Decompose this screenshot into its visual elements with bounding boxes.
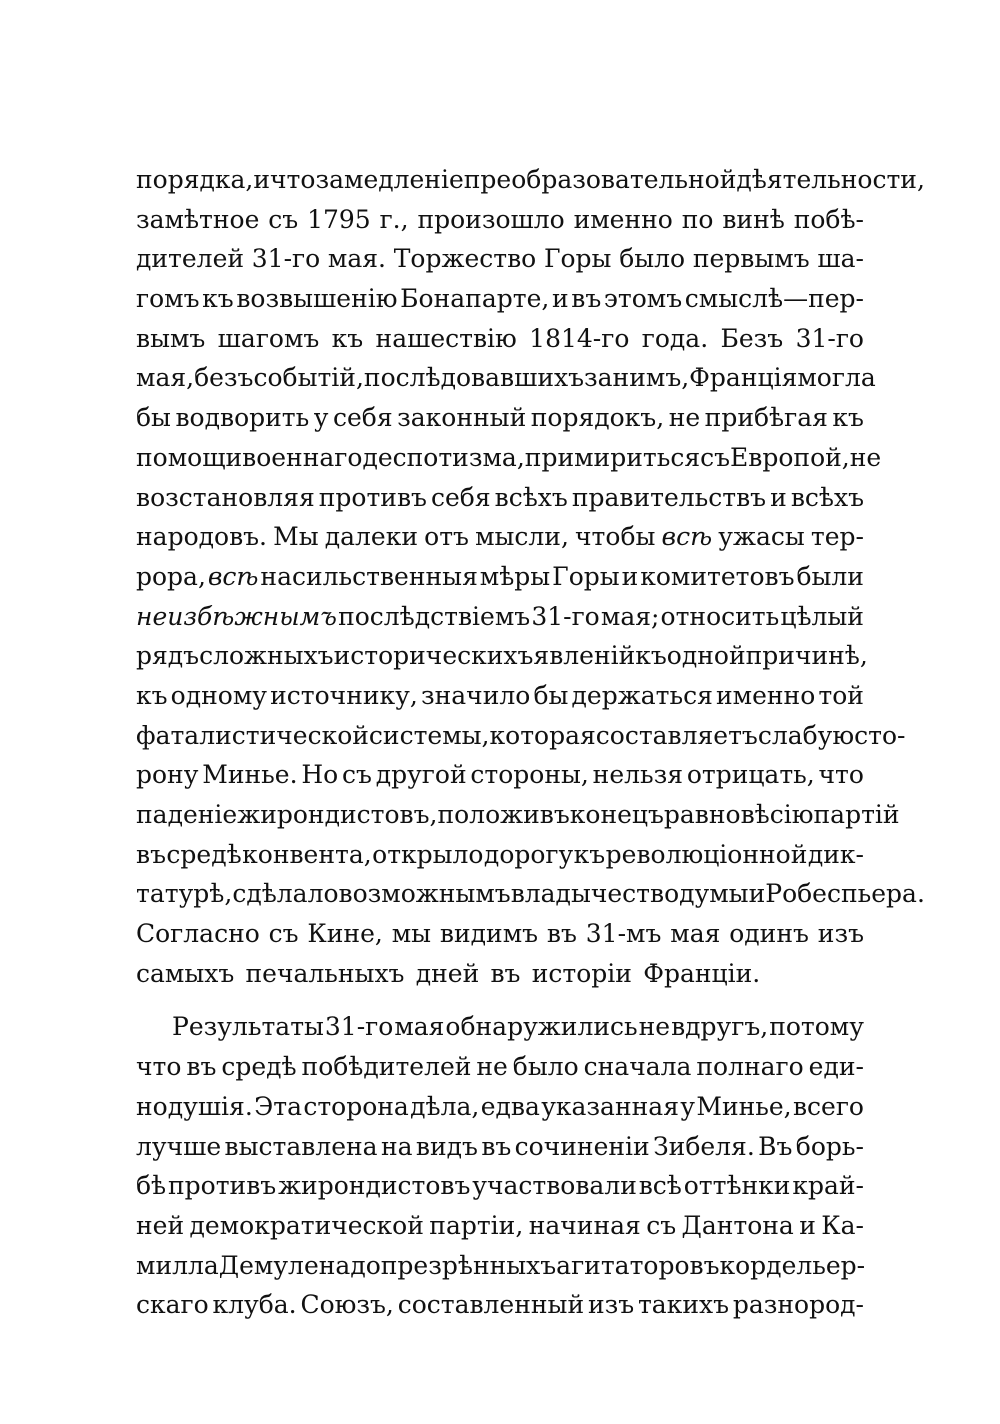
word: не xyxy=(849,442,882,472)
word: указанная xyxy=(541,1091,679,1121)
word: нодушія. xyxy=(136,1091,253,1121)
word: причинѣ, xyxy=(745,641,868,671)
word: Робеспьера. xyxy=(765,879,925,909)
word: къ xyxy=(202,284,234,314)
word: къ xyxy=(331,323,364,353)
word: къ xyxy=(832,403,864,433)
text-line xyxy=(136,716,906,756)
word: ша- xyxy=(817,244,864,274)
word: презрѣнныхъ xyxy=(380,1250,557,1280)
word: партіи, xyxy=(429,1210,524,1240)
word: въ xyxy=(136,839,166,869)
word: тер- xyxy=(810,522,864,552)
word: составленный xyxy=(397,1290,585,1320)
word: шагомъ xyxy=(217,323,320,353)
word: съ xyxy=(341,760,372,790)
word: Въ xyxy=(758,1131,793,1161)
word: прибѣгая xyxy=(704,403,828,433)
word: всѣ xyxy=(661,522,713,552)
text-line xyxy=(136,954,864,994)
word: видимъ xyxy=(439,919,539,949)
word: всѣхъ xyxy=(790,482,864,512)
word: дней xyxy=(415,958,480,988)
word: источнику, xyxy=(270,680,418,710)
word: жирондистовъ, xyxy=(237,800,438,829)
word: 31-го xyxy=(251,244,321,274)
text-line xyxy=(136,200,864,240)
text-line xyxy=(136,160,925,200)
word: сдѣлало xyxy=(232,879,339,909)
word: печальныхъ xyxy=(245,958,405,988)
word: разнород- xyxy=(732,1290,864,1320)
word: самыхъ xyxy=(136,958,235,988)
word: нельзя xyxy=(592,760,684,790)
word: 31-мъ xyxy=(585,919,662,949)
text-line xyxy=(136,1206,864,1246)
word: Европой, xyxy=(730,442,850,472)
word: цѣлый xyxy=(780,601,864,631)
word: рора, xyxy=(136,561,206,591)
text-line xyxy=(136,874,925,914)
word: Дантона xyxy=(681,1210,794,1240)
word: мая xyxy=(394,1012,445,1042)
word: съ xyxy=(268,919,299,949)
word: участвовали xyxy=(472,1171,637,1201)
word: вдругъ, xyxy=(671,1012,769,1042)
word: всѣ xyxy=(207,561,259,591)
word: отъ xyxy=(424,522,469,552)
word: послѣдствіемъ xyxy=(338,601,531,631)
word: именно xyxy=(715,680,816,710)
word: Эта xyxy=(254,1091,302,1121)
word: водворить xyxy=(175,403,310,433)
word: нимъ, xyxy=(612,363,690,393)
word: одной xyxy=(666,641,746,671)
word: противъ xyxy=(318,482,427,512)
word: и xyxy=(551,284,569,314)
word: системы, xyxy=(368,720,490,750)
text-line xyxy=(136,755,864,795)
word: гомъ xyxy=(136,284,200,314)
word: возвышенію xyxy=(236,284,398,314)
word: и xyxy=(621,561,639,591)
word: къ xyxy=(136,680,168,710)
word: что xyxy=(818,760,864,790)
word: что xyxy=(270,165,316,194)
word: Мы xyxy=(273,522,319,552)
word: средѣ xyxy=(166,839,242,869)
word: дорогу xyxy=(483,839,574,869)
word: законный xyxy=(397,403,527,433)
word: которая xyxy=(489,720,596,750)
word: и xyxy=(748,879,766,909)
word: было xyxy=(619,244,686,274)
word: татурѣ, xyxy=(136,879,233,909)
word: что xyxy=(136,1052,182,1082)
word: составляетъ xyxy=(595,720,758,750)
word: рядъ xyxy=(136,641,200,671)
word: правительствъ xyxy=(571,482,767,512)
word: возстановляя xyxy=(136,482,315,512)
word: деспотизма, xyxy=(362,442,525,472)
word: сложныхъ xyxy=(199,641,334,671)
word: мы xyxy=(391,919,432,949)
word: сто- xyxy=(854,720,906,750)
word: первымъ xyxy=(692,244,810,274)
word: агитаторовъ xyxy=(556,1250,720,1280)
word: къ xyxy=(635,641,667,671)
word: оттѣнки xyxy=(683,1171,791,1201)
word: Франція xyxy=(689,363,798,393)
word: положивъ xyxy=(437,800,570,829)
word: Горы xyxy=(552,561,620,591)
word: за xyxy=(584,363,613,393)
word: начиная xyxy=(528,1210,641,1240)
word: рону xyxy=(136,760,199,790)
word: явленій xyxy=(533,641,636,671)
word: у xyxy=(313,403,329,433)
word: демократической xyxy=(189,1210,424,1240)
word: съ xyxy=(646,1210,677,1240)
word: по xyxy=(681,204,714,234)
word: клуба. xyxy=(212,1290,297,1320)
word: край- xyxy=(792,1171,864,1201)
word: у xyxy=(680,1091,696,1121)
word: историческихъ xyxy=(333,641,534,671)
word: смыслѣ—пер- xyxy=(684,284,864,314)
word: себя xyxy=(332,403,393,433)
word: такихъ xyxy=(637,1290,729,1320)
word: насильственныя xyxy=(260,561,478,591)
word: и xyxy=(770,482,787,512)
word: Кине, xyxy=(307,919,383,949)
word: не xyxy=(476,1052,508,1082)
word: 31-го xyxy=(324,1012,394,1042)
word: мая. xyxy=(327,244,386,274)
word: Зибеля. xyxy=(653,1131,755,1161)
word: конвента, xyxy=(242,839,372,869)
word: мая xyxy=(670,919,721,949)
word: Согласно xyxy=(136,919,260,949)
word: паденіе xyxy=(136,800,238,829)
text-line xyxy=(136,478,864,518)
word: одинъ xyxy=(729,919,809,949)
word: милла xyxy=(136,1250,219,1280)
word: замедленіе xyxy=(315,165,464,194)
word: обнаружились xyxy=(445,1012,638,1042)
word: комитетовъ xyxy=(640,561,795,591)
word: Ка- xyxy=(821,1210,864,1240)
text-line xyxy=(136,1166,864,1206)
text-line xyxy=(136,239,864,279)
word: слабую xyxy=(757,720,855,750)
word: дѣла, xyxy=(410,1091,480,1121)
word: мая; xyxy=(600,601,660,631)
word: возможнымъ xyxy=(338,879,511,909)
word: ней xyxy=(136,1210,185,1240)
word: въ xyxy=(546,919,577,949)
word: вымъ xyxy=(136,323,206,353)
word: полнаго xyxy=(696,1052,804,1082)
word: были xyxy=(796,561,864,591)
word: исторіи xyxy=(531,958,632,988)
word: чтобы xyxy=(575,522,656,552)
word: видъ xyxy=(415,1131,478,1161)
word: потому xyxy=(769,1012,864,1042)
word: 1795 xyxy=(307,204,371,234)
word: примириться xyxy=(524,442,701,472)
text-line xyxy=(136,1285,864,1325)
word: отрицать, xyxy=(686,760,815,790)
word: 31-го xyxy=(531,601,600,631)
word: держаться xyxy=(571,680,713,710)
word: революціонной xyxy=(605,839,808,869)
text-line xyxy=(136,795,900,835)
word: въ xyxy=(186,1052,217,1082)
word: побѣ- xyxy=(793,204,864,234)
word: сначала xyxy=(583,1052,692,1082)
word: другой xyxy=(375,760,467,790)
word: дѣятельности, xyxy=(736,165,925,194)
word: дик- xyxy=(807,839,864,869)
word: и xyxy=(799,1210,816,1240)
word: 1814-го xyxy=(529,323,630,353)
word: всѣхъ xyxy=(494,482,568,512)
word: послѣдовавшихъ xyxy=(363,363,584,393)
word: ужасы xyxy=(718,522,805,552)
word: стороны, xyxy=(470,760,589,790)
word: партій xyxy=(813,800,900,829)
word: г., xyxy=(379,204,409,234)
word: побѣдителей xyxy=(301,1052,472,1082)
word: Минье. xyxy=(202,760,298,790)
word: событій, xyxy=(253,363,364,393)
word: съ xyxy=(268,204,299,234)
word: неизбѣжнымъ xyxy=(136,601,337,631)
text-line xyxy=(136,1047,864,1087)
word: Результаты xyxy=(172,1012,324,1042)
word: борь- xyxy=(795,1131,864,1161)
word: далеки xyxy=(324,522,419,552)
word: 31-го xyxy=(795,323,864,353)
word: бы xyxy=(136,403,171,433)
word: мая, xyxy=(136,363,195,393)
word: помощи xyxy=(136,442,243,472)
text-line xyxy=(136,676,864,716)
word: открыло xyxy=(372,839,484,869)
word: съ xyxy=(700,442,731,472)
text-line xyxy=(136,1087,864,1127)
word: именно xyxy=(573,204,673,234)
text-line xyxy=(136,597,864,637)
word: скаго xyxy=(136,1290,209,1320)
word: владычество xyxy=(510,879,680,909)
word: выставлена xyxy=(224,1131,378,1161)
word: изъ xyxy=(817,919,864,949)
word: порядокъ, xyxy=(530,403,665,433)
word: изъ xyxy=(587,1290,635,1320)
word: противъ xyxy=(168,1171,277,1201)
word: равновѣсію xyxy=(663,800,814,829)
word: Торжество xyxy=(393,244,537,274)
word: относить xyxy=(660,601,780,631)
text-line xyxy=(136,1246,864,1286)
word: бѣ xyxy=(136,1171,167,1201)
word: конецъ xyxy=(569,800,664,829)
word: мѣры xyxy=(479,561,551,591)
word: дителей xyxy=(136,244,245,274)
word: бы xyxy=(533,680,569,710)
word: въ xyxy=(490,958,521,988)
word: года. xyxy=(641,323,709,353)
paragraph-2 xyxy=(136,1007,864,1325)
page-text xyxy=(136,160,925,1325)
word: Минье, xyxy=(696,1091,792,1121)
word: было xyxy=(512,1052,579,1082)
word: лучше xyxy=(136,1131,222,1161)
text-line xyxy=(136,557,864,597)
word: и xyxy=(253,165,271,194)
text-line xyxy=(136,279,864,319)
word: Горы xyxy=(543,244,612,274)
word: Франціи. xyxy=(643,958,761,988)
word: этомъ xyxy=(603,284,683,314)
text-line xyxy=(136,319,864,359)
word: могла xyxy=(797,363,876,393)
word: винѣ xyxy=(722,204,785,234)
text-line xyxy=(136,1007,864,1047)
word: всего xyxy=(792,1091,864,1121)
text-line xyxy=(136,517,864,557)
word: фаталистической xyxy=(136,720,369,750)
text-line xyxy=(136,358,876,398)
text-line xyxy=(136,914,864,954)
word: къ xyxy=(573,839,606,869)
paragraph-1 xyxy=(136,160,925,993)
word: на xyxy=(380,1131,413,1161)
word: едва xyxy=(480,1091,540,1121)
word: въ xyxy=(571,284,602,314)
word: преобразовательной xyxy=(463,165,737,194)
word: той xyxy=(818,680,864,710)
word: Но xyxy=(301,760,339,790)
text-line xyxy=(136,636,868,676)
text-line xyxy=(136,398,864,438)
word: всѣ xyxy=(638,1171,682,1201)
word: безъ xyxy=(194,363,254,393)
word: не xyxy=(668,403,701,433)
text-line xyxy=(136,835,864,875)
word: народовъ. xyxy=(136,522,267,552)
word: сторона xyxy=(303,1091,409,1121)
word: думы xyxy=(679,879,749,909)
word: нашествію xyxy=(375,323,517,353)
word: жирондистовъ xyxy=(278,1171,471,1201)
word: мысли, xyxy=(475,522,569,552)
text-line xyxy=(136,1127,864,1167)
word: себя xyxy=(430,482,491,512)
word: до xyxy=(350,1250,381,1280)
word: кордельер- xyxy=(719,1250,866,1280)
word: Демулена xyxy=(218,1250,351,1280)
text-line xyxy=(136,438,882,478)
word: Союзъ, xyxy=(300,1290,394,1320)
word: въ xyxy=(481,1131,512,1161)
word: не xyxy=(638,1012,671,1042)
word: замѣтное xyxy=(136,204,260,234)
word: Бонапарте, xyxy=(400,284,550,314)
word: еди- xyxy=(808,1052,864,1082)
word: одному xyxy=(170,680,267,710)
word: Безъ xyxy=(720,323,784,353)
word: средѣ xyxy=(221,1052,297,1082)
word: порядка, xyxy=(136,165,254,194)
word: значило xyxy=(420,680,531,710)
word: военнаго xyxy=(242,442,363,472)
word: произошло xyxy=(417,204,565,234)
word: сочиненіи xyxy=(514,1131,650,1161)
